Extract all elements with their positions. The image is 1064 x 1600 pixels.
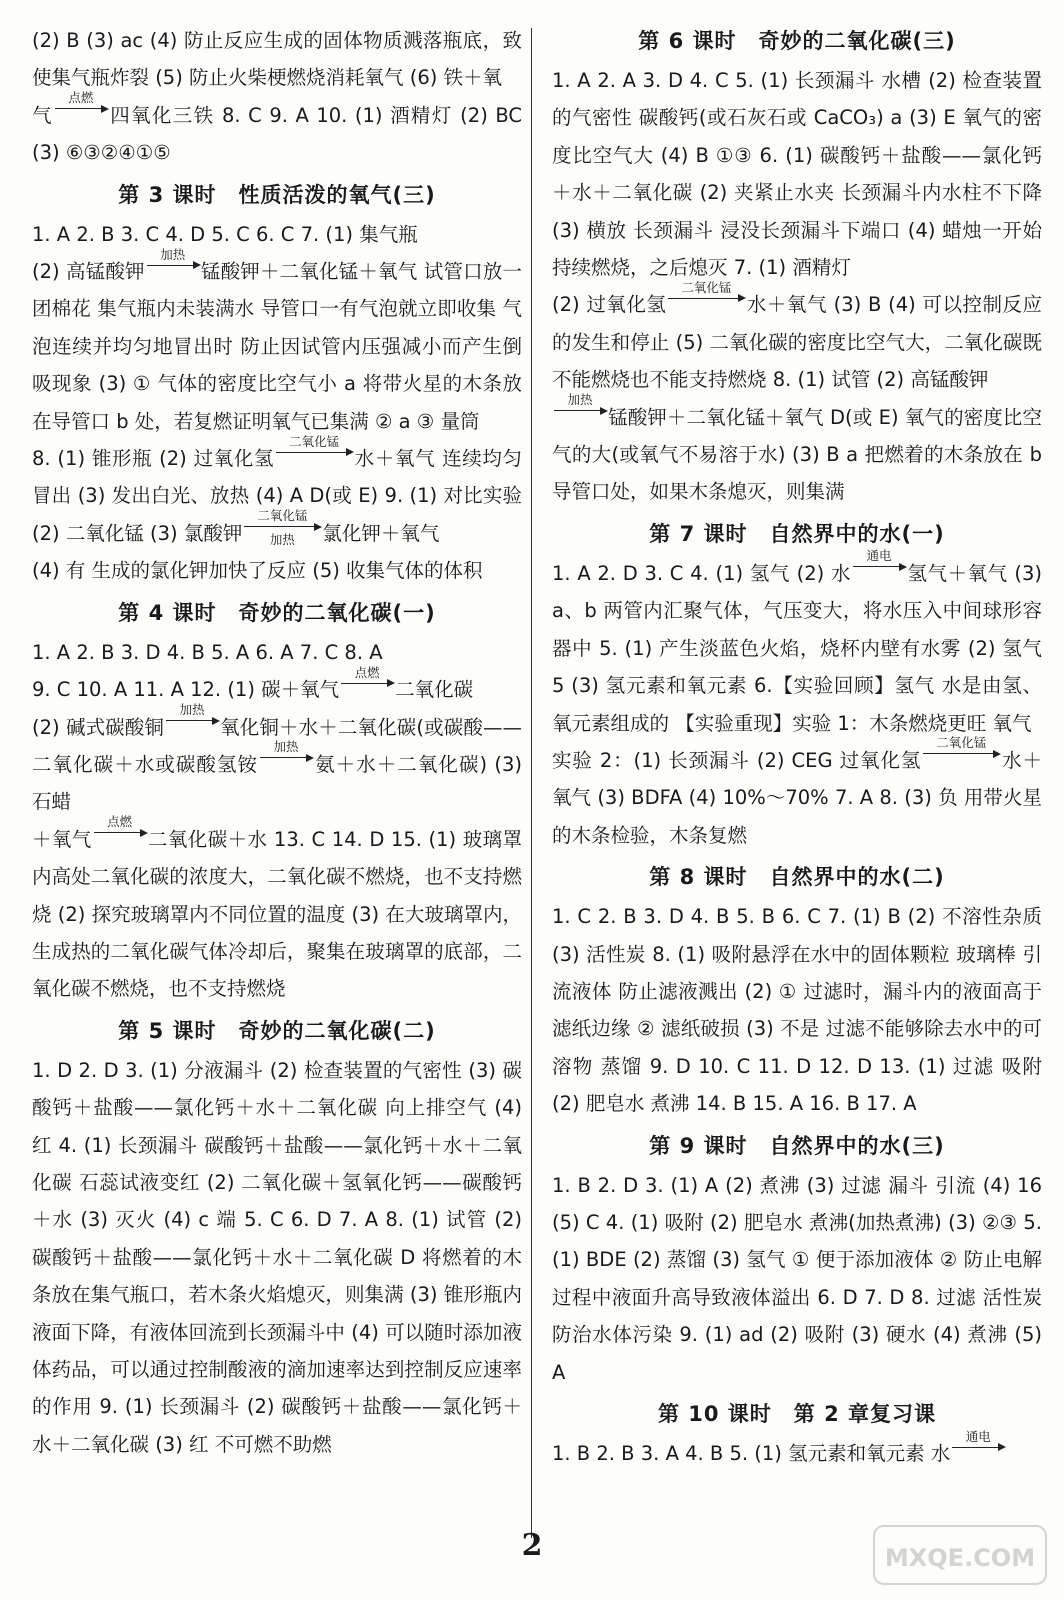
- page-number: 2: [521, 1528, 543, 1563]
- section-title: 第 4 课时 奇妙的二氧化碳(一): [118, 600, 436, 625]
- answer-paragraph: 1. B 2. D 3. (1) A (2) 煮沸 (3) 过滤 漏斗 引流 (4) 16 (5) C 4. (1) 吸附 (2) 肥皂水 煮沸(加热煮沸) (3) ②③ 5. (1) BDE (2) 蒸馏 (3) 氢气 ① 便于添加液体 ② 防止电解过程中液面升高导致液体溢出 6. D 7. D 8. 过滤 活性炭 防治水体污染 9. (1) ad (2) 吸附 (3) 硬水 (4) 煮沸 (5) A: [552, 1173, 1042, 1384]
- reaction-arrow: 通电: [851, 560, 907, 580]
- reaction-arrow: 二氧化锰: [666, 292, 746, 312]
- section-title: 第 7 课时 自然界中的水(一): [649, 521, 945, 546]
- left-column: [32, 22, 522, 1463]
- watermark-logo: [870, 1520, 1050, 1590]
- right-column: [552, 22, 1042, 1472]
- reaction-arrow: 二氧化锰 加热: [242, 520, 322, 540]
- answer-paragraph: 1. D 2. D 3. (1) 分液漏斗 (2) 检查装置的气密性 (3) 碳酸钙＋盐酸——氯化钙＋水＋二氧化碳 向上排空气 (4) 红 4. (1) 长颈漏斗 碳酸钙＋盐酸——氯化钙＋水＋二氧化碳 石蕊试液变红 (2) 二氧化碳＋氢氧化钙——碳酸钙＋水 (3) 灭火 (4) c 端 5. C 6. D 7. A 8. (1) 试管 (2) 碳酸钙＋盐酸——氯化钙＋水＋二氧化碳 D 将燃着的木条放在集气瓶口，若木条火焰熄灭，则集满 (3) 锥形瓶内液面下降，有液体回流到长颈漏斗中 (4) 可以随时添加液体药品，可以通过控制酸液的滴加速率达到控制反应速率的作用 9. (1) 长颈漏斗 (2) 碳酸钙＋盐酸——氯化钙＋水＋二氧化碳 (3) 红 不可燃不助燃: [32, 1058, 522, 1456]
- reaction-arrow: 加热: [145, 259, 201, 279]
- answer-paragraph: (4) 有 生成的氯化钾加快了反应 (5) 收集气体的体积: [32, 559, 483, 583]
- section-title: 第 10 课时 第 2 章复习课: [657, 1402, 937, 1426]
- watermark-text: MXQE.COM: [884, 1544, 1036, 1572]
- reaction-arrow: 点燃: [339, 677, 395, 697]
- answer-paragraph: 1. B 2. B 3. A 4. B 5. (1) 氢元素和氧元素 水 通电: [552, 1435, 1042, 1472]
- reaction-arrow: 加热: [258, 751, 314, 771]
- answer-paragraph: 1. C 2. B 3. D 4. B 5. B 6. C 7. (1) B (2) 不溶性杂质 (3) 活性炭 8. (1) 吸附悬浮在水中的固体颗粒 玻璃棒 引流液体 防止滤液溅出 (2) ① 过滤时，漏斗内的液面高于滤纸边缘 ② 滤纸破损 (3) 不是 过滤不能够除去水中的可溶物 蒸馏 9. D 10. C 11. D 12. D 13. (1) 过滤 吸附 (2) 肥皂水 煮沸 14. B 15. A 16. B 17. A: [552, 905, 1042, 1116]
- section-title: 第 9 课时 自然界中的水(三): [649, 1133, 945, 1158]
- section-title: 第 8 课时 自然界中的水(二): [649, 865, 945, 890]
- answer-paragraph: 1. A 2. B 3. D 4. B 5. A 6. A 7. C 8. A 9. C 10. A 11. A 12. (1) 碳＋氧气 点燃 二氧化碳 (2) 碱式碳酸铜 加热 氧化铜＋水＋二氧化碳(或碳酸——二氧化碳＋水或碳酸氢铵 加热 氨＋水＋二氧化碳) (3) 石蜡 ＋氧气 点燃 二氧化碳＋水 13. C 14. D 15. (1) 玻璃罩内高处二氧化碳的浓度大，二氧化碳不燃烧，也不支持燃烧 (2) 探究玻璃罩内不同位置的温度 (3) 在大玻璃罩内，生成热的二氧化碳气体冷却后，聚集在玻璃罩的底部，二氧化碳不燃烧，也不支持燃烧: [32, 640, 523, 1001]
- column-divider: [531, 28, 532, 1538]
- answer-paragraph: 1. A 2. D 3. C 4. (1) 氢气 (2) 水 通电 氢气＋氧气 (3) a、b 两管内汇聚气体，气压变大，将水压入中间球形容器中 5. (1) 产生淡蓝色火焰，烧杯内壁有水雾 (2) 氢气 5 (3) 氢元素和氧元素 6.【实验回顾】氢气 水是由氢、氧元素组成的 【实验重现】实验 1：木条燃烧更旺 氧气 实验 2：(1) 长颈漏斗 (2) CEG 过氧化氢 二氧化锰 水＋氧气 (3) BDFA (4) 10%～70% 7. A 8. (3) 负 用带火星的木条检验，木条复燃: [552, 548, 1042, 847]
- reaction-arrow: 点燃: [92, 826, 148, 846]
- reaction-arrow: 二氧化锰: [274, 446, 354, 466]
- section-title: 第 5 课时 奇妙的二氧化碳(二): [118, 1018, 436, 1043]
- section-title: 第 6 课时 奇妙的二氧化碳(三): [638, 29, 956, 53]
- answer-paragraph: 8. (1) 锥形瓶 (2) 过氧化氢 二氧化锰 水＋氧气 连续均匀冒出 (3) 发出白光、放热 (4) A D(或 E) 9. (1) 对比实验 (2) 二氧化锰 (3) 氯酸钾 二氧化锰 加热 氯化钾＋氧气: [32, 433, 522, 548]
- section-title: 第 3 课时 性质活泼的氧气(三): [118, 182, 436, 207]
- reaction-arrow: 二氧化锰: [921, 747, 1001, 767]
- answer-paragraph: 1. A 2. B 3. C 4. D 5. C 6. C 7. (1) 集气瓶 (2) 高锰酸钾 加热 锰酸钾＋二氧化锰＋氧气 试管口放一团棉花 集气瓶内未装满水 导管口一有气泡就立即收集 气泡连续并均匀地冒出时 防止因试管内压强减小而产生倒吸现象 (3) ① 气体的密度比空气小 a 将带火星的木条放在导管口 b 处，若复燃证明氧气已集满 ② a ③ 量筒: [32, 222, 522, 433]
- reaction-arrow: 加热: [552, 404, 608, 424]
- reaction-arrow: 加热: [164, 714, 220, 734]
- reaction-arrow: 通电: [950, 1441, 1006, 1461]
- reaction-arrow: 点燃: [53, 102, 109, 122]
- answer-paragraph: 1. A 2. A 3. D 4. C 5. (1) 长颈漏斗 水槽 (2) 检查装置的气密性 碳酸钙(或石灰石或 CaCO₃) a (3) E 氧气的密度比空气大 (4) B ①③ 6. (1) 碳酸钙＋盐酸——氯化钙＋水＋二氧化碳 (2) 夹紧止水夹 长颈漏斗内水柱不下降 (3) 横放 长颈漏斗 浸没长颈漏斗下端口 (4) 蜡烛一开始持续燃烧，之后熄灭 7. (1) 酒精灯 (2) 过氧化氢 二氧化锰 水＋氧气 (3) B (4) 可以控制反应的发生和停止 (5) 二氧化碳的密度比空气大，二氧化碳既不能燃烧也不能支持燃烧 8. (1) 试管 (2) 高锰酸钾 加热 锰酸钾＋二氧化锰＋氧气 D(或 E) 氧气的密度比空气的大(或氧气不易溶于水) (3) B a 把燃着的木条放在 b 导管口处，如果木条熄灭，则集满: [552, 69, 1042, 504]
- answer-paragraph: (2) B (3) ac (4) 防止反应生成的固体物质溅落瓶底，致使集气瓶炸裂 (5) 防止火柴梗燃烧消耗氧气 (6) 铁＋氧 气 点燃 四氧化三铁 8. C 9. A 10. (1) 酒精灯 (2) BC (3) ⑥③②④①⑤: [32, 29, 522, 165]
